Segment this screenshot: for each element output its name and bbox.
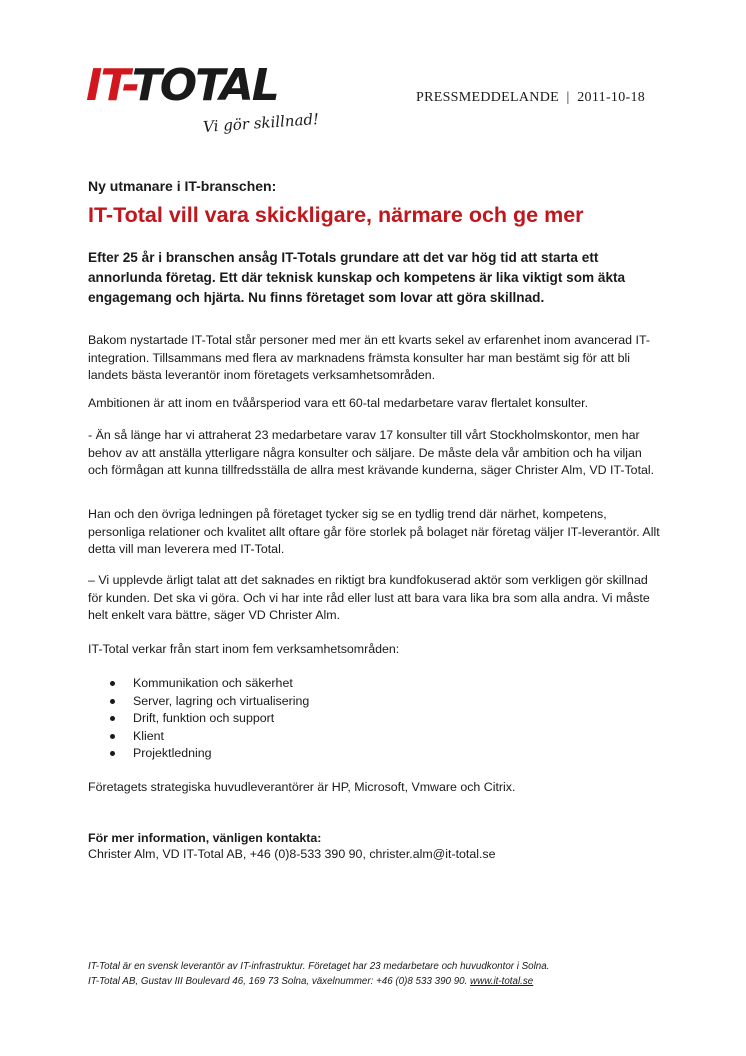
logo-wordmark — [86, 62, 278, 110]
footer — [88, 959, 549, 989]
body-paragraph: - Än så länge har vi attraherat 23 medarbetare varav 17 konsulter till vårt Stockholmskontor, men har behov av att anställa ytterligare några konsulter och säljare. De måste dela vår ambition och ha viljan och förmågan att kunna tillfredsställa de allra mest krävande kunderna, säger Christer Alm, VD IT-Total. — [88, 428, 655, 477]
list-item-label: Drift, funktion och support — [133, 711, 275, 726]
list-item-label: Kommunikation och säkerhet — [133, 676, 293, 690]
list-item — [110, 728, 510, 746]
bullet-icon — [110, 699, 115, 704]
list-item — [110, 710, 510, 728]
body-paragraph: Bakom nystartade IT-Total står personer med mer än ett kvarts sekel av erfarenhet inom avancerad IT-integration. Tillsammans med flera av marknadens främsta konsulter har man bestämt sig för att bli landets bästa leverantör inom företagets verksamhetsområden. — [88, 333, 650, 382]
bullet-icon — [110, 716, 115, 721]
logo-suffix: TOTAL — [131, 60, 278, 111]
page-title: IT-Total vill vara skickligare, närmare och ge mer — [88, 203, 584, 227]
contact-heading: För mer information, vänligen kontakta: — [88, 831, 322, 845]
closing-paragraph: Företagets strategiska huvudleverantörer är HP, Microsoft, Vmware och Citrix. — [88, 780, 516, 794]
press-release-date: PRESSMEDDELANDE | 2011-10-18 — [416, 90, 646, 105]
body-paragraph: – Vi upplevde ärligt talat att det saknades en riktigt bra kundfokuserad aktör som verkligen gör skillnad för kunden. Det ska vi göra. Och vi har inte råd eller lust att bara vara lika bra som alla andra. Vi måste helt enkelt vara bättre, säger VD Christer Alm. — [88, 573, 650, 622]
body-paragraph: Ambitionen är att inom en tvåårsperiod vara ett 60-tal medarbetare varav flertalet konsulter. — [88, 396, 589, 410]
footer-line-2 — [88, 974, 549, 989]
bullet-icon — [110, 734, 115, 739]
website-link[interactable]: www.it-total.se — [470, 976, 534, 987]
logo-tagline: Vi gör skillnad! — [202, 109, 320, 137]
footer-line-1: IT-Total är en svensk leverantör av IT-infrastruktur. Företaget har 23 medarbetare och huvudkontor i Solna. — [88, 961, 550, 972]
footer-address: IT-Total AB, Gustav III Boulevard 46, 169 73 Solna, växelnummer: +46 (0)8 533 390 90. — [88, 976, 471, 987]
areas-list — [110, 675, 510, 763]
pre-title: Ny utmanare i IT-branschen: — [88, 178, 277, 194]
list-item — [110, 693, 510, 711]
list-item-label: Klient — [133, 728, 164, 743]
body-paragraph: IT-Total verkar från start inom fem verksamhetsområden: — [88, 642, 400, 656]
bullet-icon — [110, 751, 115, 756]
list-item-label: Projektledning — [133, 746, 212, 761]
contact-details: Christer Alm, VD IT-Total AB, +46 (0)8-533 390 90, christer.alm@it-total.se — [88, 847, 496, 861]
logo-prefix: IT- — [86, 60, 132, 111]
bullet-icon — [110, 681, 115, 686]
list-item — [110, 675, 510, 693]
lead-paragraph: Efter 25 år i branschen ansåg IT-Totals grundare att det var hög tid att starta ett annorlunda företag. Ett där teknisk kunskap och kompetens är lika viktigt som äkta engagemang och hjärta. Nu finns företaget som lovar att göra skillnad. — [88, 250, 626, 305]
body-paragraph: Han och den övriga ledningen på företaget tycker sig se en tydlig trend där närhet, kompetens, personliga relationer och kvalitet allt oftare går före storlek på bolaget när företag väljer IT-leverantör. Allt detta vill man leverera med IT-Total. — [88, 507, 660, 556]
company-logo — [86, 62, 326, 142]
list-item-label: Server, lagring och virtualisering — [133, 693, 310, 708]
list-item — [110, 745, 510, 763]
